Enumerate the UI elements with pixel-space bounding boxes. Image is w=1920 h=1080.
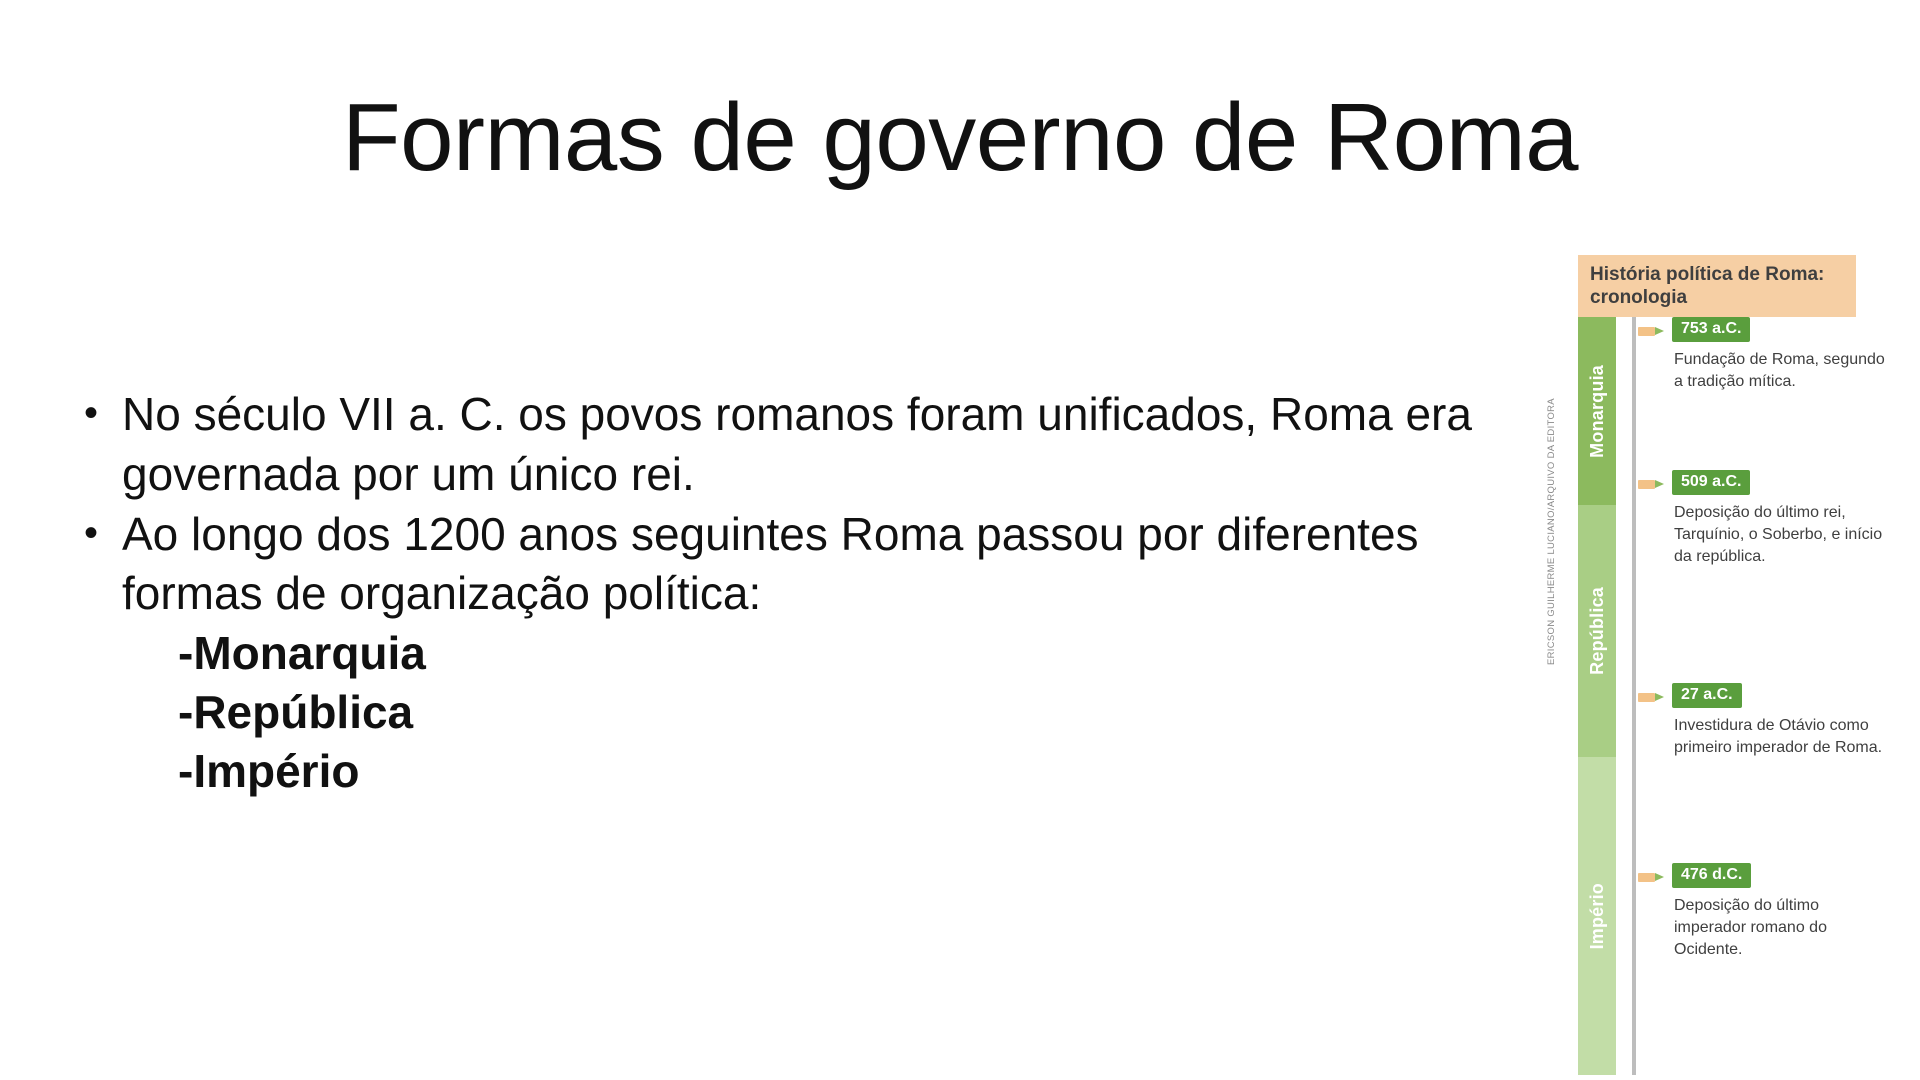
event-description: Deposição do último rei, Tarquínio, o Soberbo, e início da república. bbox=[1674, 504, 1883, 566]
slide-body bbox=[60, 385, 1530, 801]
list-item-text: Ao longo dos 1200 anos seguintes Roma passou por diferentes formas de organização política: bbox=[122, 507, 1419, 620]
era-imperio bbox=[1578, 757, 1616, 1075]
era-column bbox=[1578, 317, 1616, 1075]
infographic-header-text: História política de Roma: cronologia bbox=[1590, 263, 1825, 308]
infographic-header bbox=[1578, 255, 1856, 317]
bullet-dot-icon: • bbox=[83, 391, 98, 435]
era-republica bbox=[1578, 505, 1616, 757]
sub-list-item: -República bbox=[178, 686, 414, 739]
pencil-icon bbox=[1638, 871, 1664, 883]
era-label: Império bbox=[1586, 882, 1607, 950]
timeline-infographic bbox=[1540, 255, 1890, 1075]
timeline-axis bbox=[1632, 317, 1636, 1075]
event-year-badge: 27 a.C. bbox=[1672, 683, 1742, 708]
bullet-dot-icon: • bbox=[83, 510, 98, 555]
event-year-badge: 509 a.C. bbox=[1672, 470, 1750, 495]
pencil-icon bbox=[1638, 691, 1664, 703]
list-item-text: No século VII a. C. os povos romanos foram unificados, Roma era governada por um único rei. bbox=[122, 388, 1472, 500]
event-description: Deposição do último imperador romano do Ocidente. bbox=[1674, 897, 1827, 959]
event-description: Fundação de Roma, segundo a tradição mítica. bbox=[1674, 351, 1885, 391]
era-monarquia bbox=[1578, 317, 1616, 505]
era-label: Monarquia bbox=[1586, 364, 1607, 458]
image-credit: ERICSON GUILHERME LUCIANO/ARQUIVO DA EDITORA bbox=[1546, 398, 1557, 665]
sub-list bbox=[60, 624, 1530, 801]
pencil-icon bbox=[1638, 325, 1664, 337]
era-label: República bbox=[1586, 587, 1607, 675]
page-title: Formas de governo de Roma bbox=[341, 84, 1579, 191]
event-year-badge: 753 a.C. bbox=[1672, 317, 1750, 342]
event-year-badge: 476 d.C. bbox=[1672, 863, 1751, 888]
sub-list-item: -Monarquia bbox=[178, 627, 426, 680]
list-item bbox=[60, 385, 1530, 505]
list-item bbox=[60, 505, 1530, 625]
pencil-icon bbox=[1638, 478, 1664, 490]
event-description: Investidura de Otávio como primeiro imperador de Roma. bbox=[1674, 717, 1883, 757]
sub-list-item: -Império bbox=[178, 744, 360, 797]
